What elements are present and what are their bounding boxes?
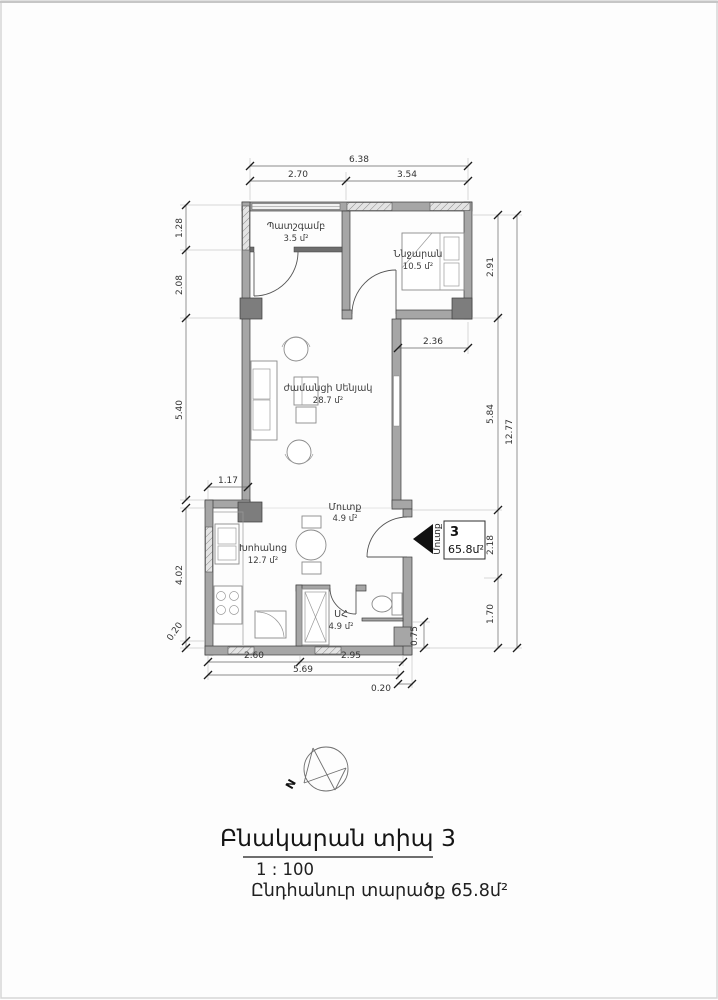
dim-top-right: 3.54 xyxy=(396,170,418,180)
dim-bottom-right: 2.95 xyxy=(340,651,362,661)
plan-total-area: Ընդհանուր տարածք 65.8մ² xyxy=(251,881,508,901)
dim-right-2: 5.84 xyxy=(486,403,496,425)
dim-left-1: 1.28 xyxy=(175,217,185,239)
furniture xyxy=(213,233,464,645)
room-entry-name: Մուտք xyxy=(328,502,362,513)
room-entry-area: 4.9 մ² xyxy=(332,514,358,524)
dim-inner-bedroom: 2.36 xyxy=(422,337,444,347)
room-kitchen-name: Խոհանոց xyxy=(238,543,288,554)
unit-number: 3 xyxy=(450,525,460,540)
dim-right-3: 2.18 xyxy=(486,534,496,556)
plan-title: Բնակարան տիպ 3 xyxy=(219,824,457,852)
dim-bottom-total: 5.69 xyxy=(292,665,314,675)
dim-bottom-left: 2.60 xyxy=(243,651,265,661)
room-bath-name: ՍՀ xyxy=(334,609,348,620)
north-label: N xyxy=(283,777,299,792)
stove xyxy=(214,586,242,624)
dim-bath-niche: 0.75 xyxy=(410,625,420,647)
dim-left-5: 0.20 xyxy=(165,620,186,643)
unit-area: 65.8մ² xyxy=(448,543,484,556)
entrance-arrow-icon xyxy=(413,524,433,554)
room-bedroom-area: 10.5 մ² xyxy=(402,262,434,272)
compass xyxy=(283,747,348,791)
room-bath-area: 4.9 մ² xyxy=(328,622,354,632)
appliance xyxy=(255,611,286,638)
kitchen-counter xyxy=(213,512,243,645)
room-living-name: ժամանցի Սենյակ xyxy=(283,383,373,394)
dim-left-2: 2.08 xyxy=(175,274,185,296)
dim-top-total: 6.38 xyxy=(348,155,370,165)
armchair-top xyxy=(282,337,310,361)
armchair-bottom xyxy=(285,440,313,464)
shower xyxy=(302,589,329,645)
dim-left-3: 5.40 xyxy=(175,399,185,421)
room-balcony-area: 3.5 մ² xyxy=(283,234,309,244)
room-bedroom-name: Ննջարան xyxy=(393,249,443,260)
room-living-area: 28.7 մ² xyxy=(312,396,344,406)
entrance-label: Մուտք xyxy=(433,523,443,555)
dim-right-1: 2.91 xyxy=(486,256,496,278)
dim-top-left: 2.70 xyxy=(287,170,309,180)
toilet xyxy=(372,593,402,615)
room-balcony-name: Պատշգամբ xyxy=(266,221,326,232)
dim-right-4: 1.70 xyxy=(486,603,496,625)
dim-left-4: 4.02 xyxy=(175,564,185,586)
sofa xyxy=(251,361,277,440)
unit-badge xyxy=(413,521,485,559)
plan-scale: 1 : 100 xyxy=(256,860,315,879)
dining-table xyxy=(296,516,326,574)
compass-circle xyxy=(304,747,348,791)
title-block xyxy=(220,824,508,901)
dim-right-total: 12.77 xyxy=(505,419,515,445)
dim-inner-living: 1.17 xyxy=(217,476,239,486)
room-kitchen-area: 12.7 մ² xyxy=(247,556,279,566)
dim-bottom-offset: 0.20 xyxy=(370,684,392,694)
